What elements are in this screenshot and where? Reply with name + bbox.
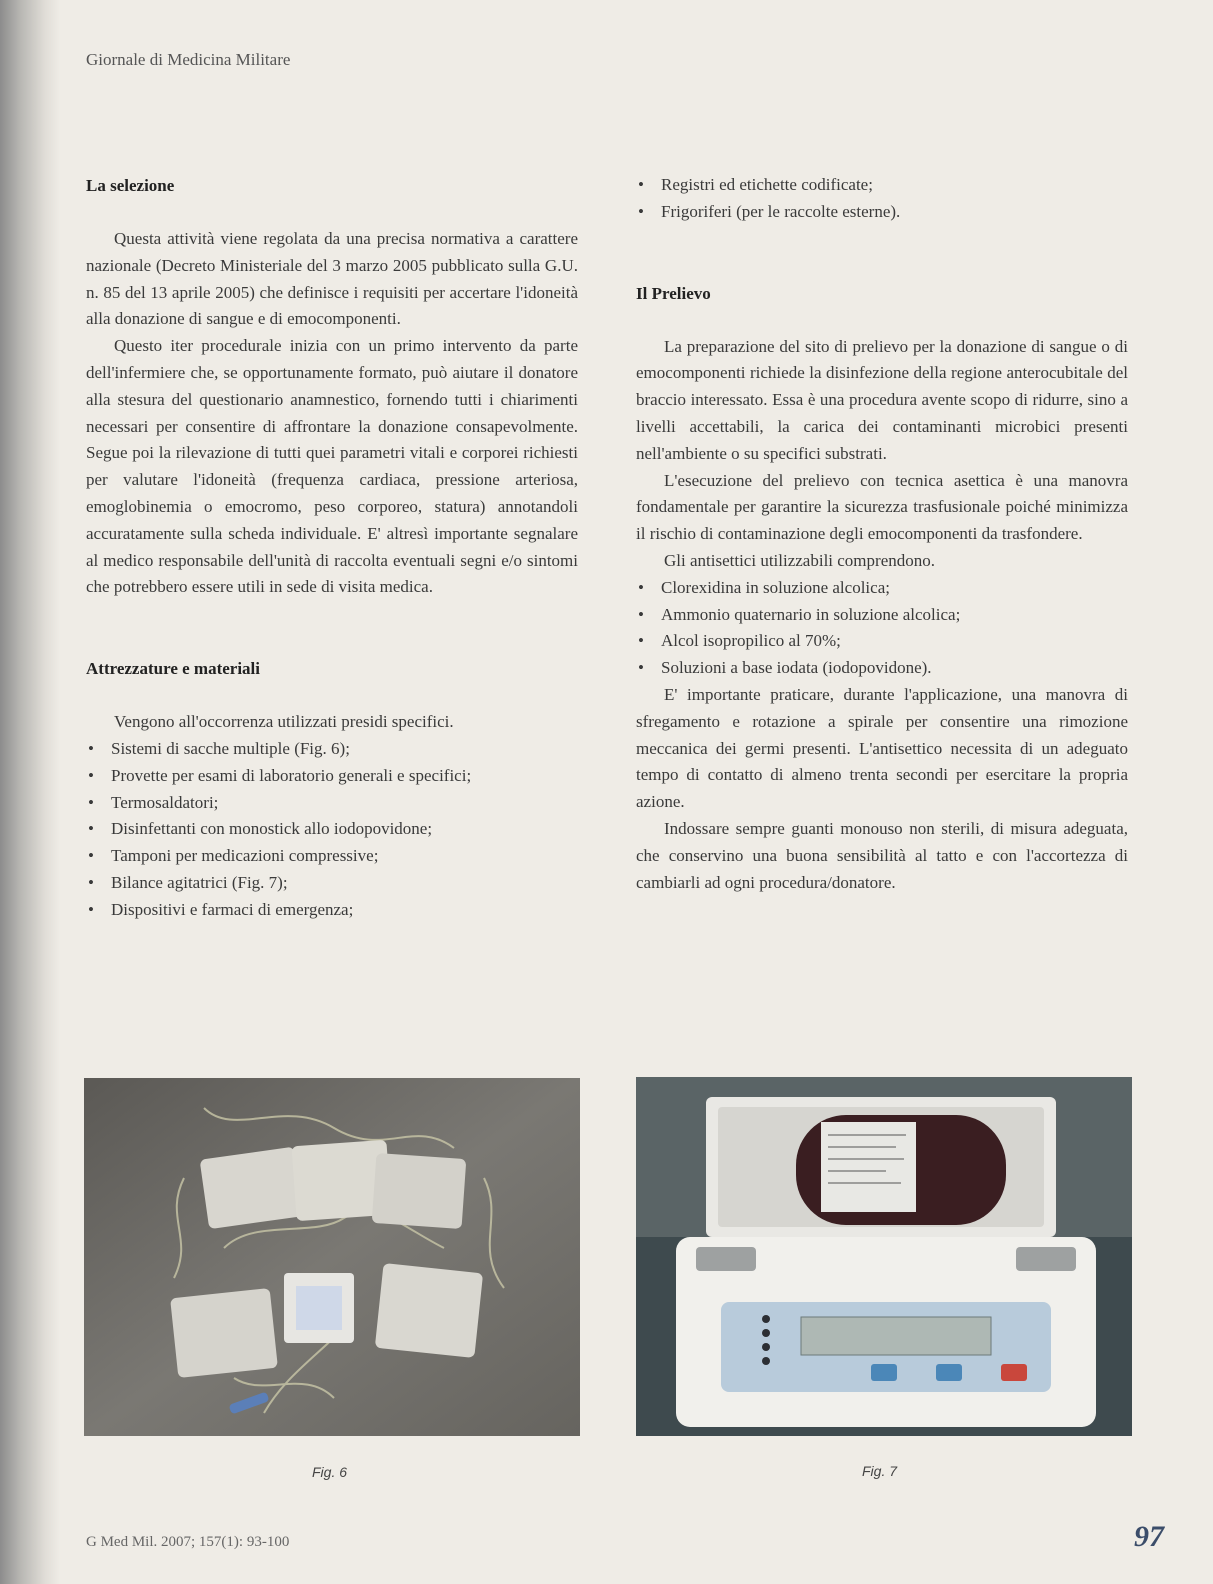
blood-bag-sets-image	[84, 1078, 580, 1436]
paragraph: Questo iter procedurale inizia con un primo intervento da parte dell'infermiere che, se opportunamente formato, può aiutare il donatore alla stesura del questionario anamnestico, fornendo tutti i chiarimenti necessari per consentire di affrontare la donazione consapevolmente. Segue poi la rilevazione di tutti quei parametri vitali e corporei richiesti per valutare l'idoneità (frequenza cardiaca, pressione arteriosa, emoglobinemia o emocromo, peso corporeo, statura) annotandoli accuratamente sulla scheda individuale. E' altresì importante segnalare al medico responsabile dell'unità di raccolta eventuali segni e/o sintomi che potrebbero essere utili in sede di visita medica.	[86, 336, 578, 597]
right-column	[636, 172, 1128, 896]
figure-6-photo	[84, 1078, 580, 1436]
bullet-icon: •	[638, 658, 644, 678]
paragraph: L'esecuzione del prelievo con tecnica asettica è una manovra fondamentale per garantire la sicurezza trasfusionale poiché minimizza il rischio di contaminazione degli emocomponenti da trasfondere.	[636, 470, 1128, 544]
equipment-list	[86, 736, 578, 924]
paragraph: Vengono all'occorrenza utilizzati presidi specifici.	[114, 712, 454, 732]
bullet-icon: •	[88, 872, 94, 892]
list-item: • Sistemi di sacche multiple (Fig. 6);	[86, 736, 578, 763]
list-item: • Clorexidina in soluzione alcolica;	[636, 575, 1128, 602]
bullet-icon: •	[638, 175, 644, 194]
bullet-icon: •	[88, 846, 94, 866]
list-item: • Bilance agitatrici (Fig. 7);	[86, 870, 578, 897]
section-title-prelievo: Il Prelievo	[636, 283, 711, 303]
list-item: • Provette per esami di laboratorio generali e specifici;	[86, 763, 578, 790]
antiseptics-list	[636, 575, 1128, 682]
bullet-icon: •	[88, 792, 94, 812]
list-item: • Soluzioni a base iodata (iodopovidone).	[636, 655, 1128, 682]
list-item: • Registri ed etichette codificate;	[636, 172, 1128, 199]
bullet-icon: •	[88, 738, 94, 758]
book-spine-shadow	[0, 0, 60, 1584]
bullet-icon: •	[88, 899, 94, 919]
paragraph: Gli antisettici utilizzabili comprendono.	[664, 550, 935, 570]
equipment-list-continued	[636, 172, 1128, 226]
list-item: • Dispositivi e farmaci di emergenza;	[86, 897, 578, 924]
bullet-icon: •	[638, 577, 644, 597]
list-item: • Alcol isopropilico al 70%;	[636, 628, 1128, 655]
bullet-icon: •	[88, 765, 94, 785]
list-item: • Disinfettanti con monostick allo iodopovidone;	[86, 816, 578, 843]
paragraph: Questa attività viene regolata da una precisa normativa a carattere nazionale (Decreto Ministeriale del 3 marzo 2005 pubblicato sulla G.U. n. 85 del 13 aprile 2005) che definisce i requisiti per accertare l'idoneità alla donazione di sangue e di emocomponenti.	[86, 229, 578, 329]
paragraph: E' importante praticare, durante l'applicazione, una manovra di sfregamento e rotazione a spirale per consentire una rimozione meccanica dei germi presenti. L'antisettico necessita di un adeguato tempo di contatto di almeno trenta secondi per esercitare la propria azione.	[636, 684, 1128, 812]
bullet-icon: •	[638, 631, 644, 651]
section-title-selezione: La selezione	[86, 176, 175, 195]
bullet-icon: •	[638, 201, 644, 221]
section-title-attrezzature: Attrezzature e materiali	[86, 659, 261, 679]
figure-7-caption: Fig. 7	[862, 1463, 898, 1479]
list-item: • Tamponi per medicazioni compressive;	[86, 843, 578, 870]
left-column	[86, 172, 578, 924]
paragraph: La preparazione del sito di prelievo per la donazione di sangue o di emocomponenti richiede la disinfezione della regione anterocubitale del braccio interessato. Essa è una procedura avente scopo di ridurre, sino a livelli accettabili, la carica dei contaminanti microbici presenti nell'ambiente o su specifici substrati.	[636, 336, 1128, 463]
figure-7-photo	[636, 1077, 1132, 1436]
list-item: • Frigoriferi (per le raccolte esterne).	[636, 199, 1128, 226]
running-head: Giornale di Medicina Militare	[86, 50, 291, 69]
paragraph: Indossare sempre guanti monouso non sterili, di misura adeguata, che conservino una buona sensibilità al tatto e con l'accortezza di cambiarli ad ogni procedura/donatore.	[636, 818, 1128, 892]
bullet-icon: •	[88, 819, 94, 839]
list-item: • Termosaldatori;	[86, 790, 578, 817]
bullet-icon: •	[638, 604, 644, 624]
figure-6-caption: Fig. 6	[312, 1464, 348, 1480]
journal-citation: G Med Mil. 2007; 157(1): 93-100	[86, 1534, 290, 1550]
agitator-scale-image	[636, 1077, 1132, 1436]
page-number: 97	[1134, 1520, 1164, 1553]
list-item: • Ammonio quaternario in soluzione alcolica;	[636, 602, 1128, 629]
